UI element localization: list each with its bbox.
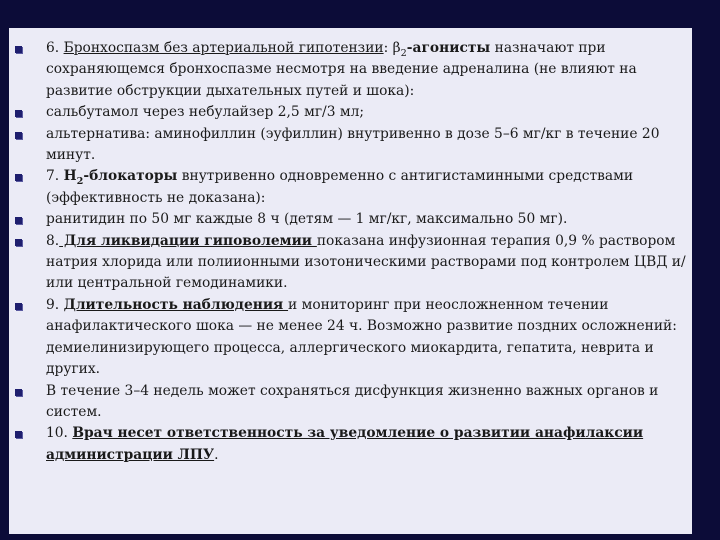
bullet-item-aminophylline	[9, 124, 692, 167]
h2-subscript: 2	[76, 176, 84, 188]
bullet-item-6	[9, 38, 692, 102]
item-text: назначают при сохраняющемся бронхоспазме несмотря на введение адреналина (не влияют на развитие обструкции дыхательных путей и шока):	[46, 40, 637, 99]
bullet-item-7	[9, 166, 692, 209]
h2-blockers-term: -блокаторы	[83, 168, 178, 185]
bullet-item-9	[9, 295, 692, 381]
item-text: внутривенно одновременно с антигистаминными средствами (эффективность не доказана):	[46, 168, 634, 206]
item-number: 6.	[46, 40, 64, 56]
item-separator: :	[383, 40, 393, 56]
square-bullet-icon	[15, 389, 22, 396]
square-bullet-icon	[15, 110, 22, 117]
bullet-item-dysfunction	[9, 381, 692, 424]
bullet-item-10	[9, 423, 692, 466]
item-text: сальбутамол через небулайзер 2,5 мг/3 мл;	[46, 104, 365, 121]
beta-symbol: β	[392, 40, 401, 56]
square-bullet-icon	[15, 431, 22, 438]
slide-content-panel	[9, 28, 692, 534]
h2-prefix: Н	[63, 168, 77, 185]
item-heading: Для ликвидации гиповолемии	[59, 232, 317, 249]
bullet-item-salbutamol	[9, 102, 692, 123]
item-number: 7.	[46, 168, 64, 185]
item-heading: Бронхоспазм без артериальной гипотензии	[63, 40, 384, 56]
beta-subscript: 2	[400, 47, 407, 59]
item-end: .	[214, 446, 219, 463]
agonists-term: -агонисты	[406, 40, 491, 56]
item-heading: Длительность наблюдения	[63, 296, 289, 313]
item-text: и мониторинг при неосложненном течении анафилактического шока — не менее 24 ч. Возможно развитие поздних осложнений: демиелинизирующего процесса, аллергического миокардита, гепатита, неврита и других.	[46, 296, 677, 378]
bullet-item-ranitidine	[9, 209, 692, 230]
square-bullet-icon	[15, 217, 22, 224]
item-text: показана инфузионная терапия 0,9 % раствором натрия хлорида или полиионными изотоническими растворами под контролем ЦВД и/или центральной гемодинамики.	[46, 232, 686, 292]
item-number: 10.	[46, 425, 73, 442]
item-number: 9.	[46, 296, 64, 313]
square-bullet-icon	[15, 239, 22, 246]
square-bullet-icon	[15, 46, 22, 53]
square-bullet-icon	[15, 174, 22, 181]
item-text: альтернатива: аминофиллин (эуфиллин) внутривенно в дозе 5–6 мг/кг в течение 20 минут.	[46, 125, 660, 164]
bullet-list	[9, 38, 692, 466]
item-number: 8.	[46, 232, 60, 249]
item-heading: Врач несет ответственность за уведомление о развитии анафилаксии администрации ЛПУ	[46, 425, 644, 463]
bullet-item-8	[9, 231, 692, 295]
item-text: ранитидин по 50 мг каждые 8 ч (детям — 1 мг/кг, максимально 50 мг).	[46, 211, 568, 228]
square-bullet-icon	[15, 303, 22, 310]
item-text: В течение 3–4 недель может сохраняться дисфункция жизненно важных органов и систем.	[46, 382, 659, 420]
square-bullet-icon	[15, 132, 22, 139]
